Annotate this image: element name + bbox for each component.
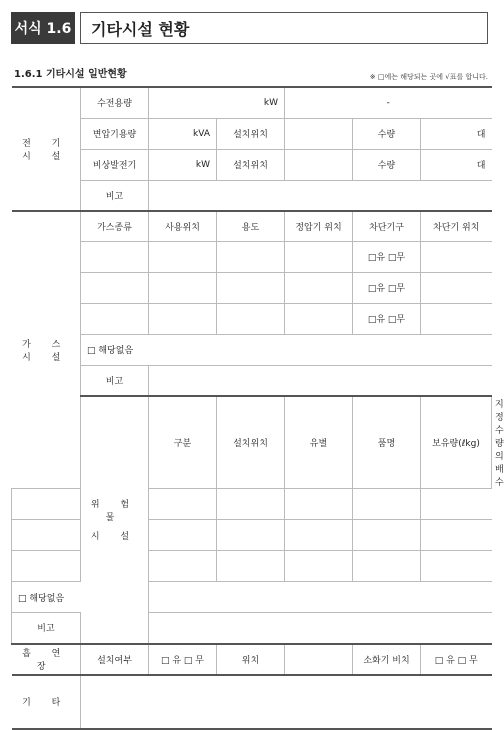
gas-cell[interactable] bbox=[285, 241, 353, 272]
smoking-row bbox=[12, 644, 492, 675]
hazard-none-checkbox[interactable]: □ 해당없음 bbox=[12, 582, 421, 613]
gas-cell[interactable] bbox=[421, 241, 492, 272]
gas-row bbox=[12, 303, 492, 334]
capacity-dash: - bbox=[285, 87, 492, 118]
gas-header: 정압기 위치 bbox=[285, 211, 353, 241]
gas-cell[interactable] bbox=[217, 303, 285, 334]
hazard-header: 보유량(ℓkg) bbox=[421, 396, 492, 489]
gas-cell[interactable] bbox=[81, 272, 149, 303]
gas-header: 사용위치 bbox=[149, 211, 217, 241]
other-value[interactable] bbox=[81, 675, 492, 729]
smoking-label: 흡 연 장 bbox=[12, 644, 81, 675]
hazard-label-line2: 시 설 bbox=[90, 532, 139, 543]
transformer-qty-unit: 대 bbox=[476, 130, 486, 140]
hazard-cell[interactable] bbox=[353, 489, 421, 520]
transformer-qty-value[interactable] bbox=[421, 118, 492, 149]
extinguisher-label: 소화기 비치 bbox=[353, 644, 421, 675]
hazard-cell[interactable] bbox=[12, 489, 81, 520]
smoking-location-label: 위치 bbox=[217, 644, 285, 675]
transformer-row bbox=[12, 118, 492, 149]
hazard-header: 구분 bbox=[149, 396, 217, 489]
gas-cell[interactable] bbox=[149, 303, 217, 334]
gas-cell[interactable] bbox=[149, 241, 217, 272]
electric-note-value[interactable] bbox=[149, 180, 492, 211]
hazard-cell[interactable] bbox=[149, 489, 217, 520]
hazard-cell[interactable] bbox=[421, 489, 492, 520]
hazard-cell[interactable] bbox=[217, 551, 285, 582]
hazard-cell[interactable] bbox=[12, 520, 81, 551]
form-badge: 서식 1.6 bbox=[11, 12, 75, 44]
smoking-install-checkbox[interactable]: □ 유 □ 무 bbox=[149, 644, 217, 675]
transformer-loc-value[interactable] bbox=[285, 118, 353, 149]
electric-note-label: 비고 bbox=[81, 180, 149, 211]
hazard-cell[interactable] bbox=[149, 520, 217, 551]
hazard-header: 설치위치 bbox=[217, 396, 285, 489]
hazard-cell[interactable] bbox=[285, 551, 353, 582]
gas-breaker-checkbox[interactable]: □유 □무 bbox=[353, 303, 421, 334]
gas-cell[interactable] bbox=[217, 272, 285, 303]
hazard-cell[interactable] bbox=[149, 551, 217, 582]
generator-loc-label: 설치위치 bbox=[217, 149, 285, 180]
gas-none-checkbox[interactable]: □ 해당없음 bbox=[81, 334, 492, 365]
gas-cell[interactable] bbox=[421, 303, 492, 334]
gas-none-row bbox=[12, 334, 492, 365]
hazard-header-row: 위 험 물 시 설 구분 설치위치 유별 품명 보유량(ℓkg) 지정수량의 배수 bbox=[12, 396, 492, 489]
transformer-qty-label: 수량 bbox=[353, 118, 421, 149]
generator-qty-value[interactable] bbox=[421, 149, 492, 180]
gas-breaker-checkbox[interactable]: □유 □무 bbox=[353, 241, 421, 272]
generator-label: 비상발전기 bbox=[81, 149, 149, 180]
gas-label: 가 스 시 설 bbox=[12, 211, 81, 489]
hazard-none-row bbox=[12, 582, 492, 613]
generator-unit: kW bbox=[195, 159, 210, 170]
other-label: 기 타 bbox=[12, 675, 81, 729]
hazard-note-value[interactable] bbox=[149, 613, 492, 644]
hazard-cell[interactable] bbox=[421, 551, 492, 582]
electric-note-row bbox=[12, 180, 492, 211]
gas-note-row bbox=[12, 365, 492, 396]
generator-value[interactable] bbox=[149, 149, 217, 180]
gas-row bbox=[12, 272, 492, 303]
capacity-unit: kW bbox=[263, 97, 278, 108]
other-row bbox=[12, 675, 492, 729]
gas-header-row bbox=[12, 211, 492, 241]
hazard-cell[interactable] bbox=[285, 520, 353, 551]
checkbox-note: ※ □에는 해당되는 곳에 √표를 합니다. bbox=[369, 73, 488, 81]
electric-capacity-row bbox=[12, 87, 492, 118]
transformer-unit: kVA bbox=[193, 128, 210, 139]
form-title: 기타시설 현황 bbox=[80, 12, 488, 44]
hazard-cell[interactable] bbox=[217, 520, 285, 551]
gas-cell[interactable] bbox=[217, 241, 285, 272]
facility-table bbox=[11, 86, 504, 730]
hazard-cell[interactable] bbox=[421, 520, 492, 551]
hazard-cell[interactable] bbox=[12, 551, 81, 582]
gas-cell[interactable] bbox=[285, 272, 353, 303]
smoking-install-label: 설치여부 bbox=[81, 644, 149, 675]
gas-cell[interactable] bbox=[285, 303, 353, 334]
gas-header: 용도 bbox=[217, 211, 285, 241]
gas-header: 가스종류 bbox=[81, 211, 149, 241]
generator-loc-value[interactable] bbox=[285, 149, 353, 180]
gas-cell[interactable] bbox=[421, 272, 492, 303]
capacity-value[interactable] bbox=[149, 87, 285, 118]
capacity-label: 수전용량 bbox=[81, 87, 149, 118]
electric-label: 전 기 시 설 bbox=[12, 87, 81, 211]
hazard-cell[interactable] bbox=[353, 520, 421, 551]
generator-row bbox=[12, 149, 492, 180]
section-title: 1.6.1 기타시설 일반현황 bbox=[14, 69, 127, 80]
gas-note-value[interactable] bbox=[149, 365, 492, 396]
transformer-loc-label: 설치위치 bbox=[217, 118, 285, 149]
extinguisher-checkbox[interactable]: □ 유 □ 무 bbox=[421, 644, 492, 675]
gas-header: 차단기구 bbox=[353, 211, 421, 241]
gas-cell[interactable] bbox=[149, 272, 217, 303]
smoking-location-value[interactable] bbox=[285, 644, 353, 675]
generator-qty-unit: 대 bbox=[476, 161, 486, 171]
transformer-value[interactable] bbox=[149, 118, 217, 149]
hazard-cell[interactable] bbox=[217, 489, 285, 520]
gas-cell[interactable] bbox=[81, 303, 149, 334]
hazard-label-line1: 위 험 물 bbox=[90, 500, 139, 524]
gas-cell[interactable] bbox=[81, 241, 149, 272]
hazard-cell[interactable] bbox=[285, 489, 353, 520]
hazard-note-label: 비고 bbox=[12, 613, 81, 644]
hazard-header: 유별 bbox=[285, 396, 353, 489]
generator-qty-label: 수량 bbox=[353, 149, 421, 180]
hazard-header: 품명 bbox=[353, 396, 421, 489]
gas-header: 차단기 위치 bbox=[421, 211, 492, 241]
hazard-cell[interactable] bbox=[353, 551, 421, 582]
gas-breaker-checkbox[interactable]: □유 □무 bbox=[353, 272, 421, 303]
transformer-label: 변압기용량 bbox=[81, 118, 149, 149]
gas-row bbox=[12, 241, 492, 272]
gas-note-label: 비고 bbox=[81, 365, 149, 396]
